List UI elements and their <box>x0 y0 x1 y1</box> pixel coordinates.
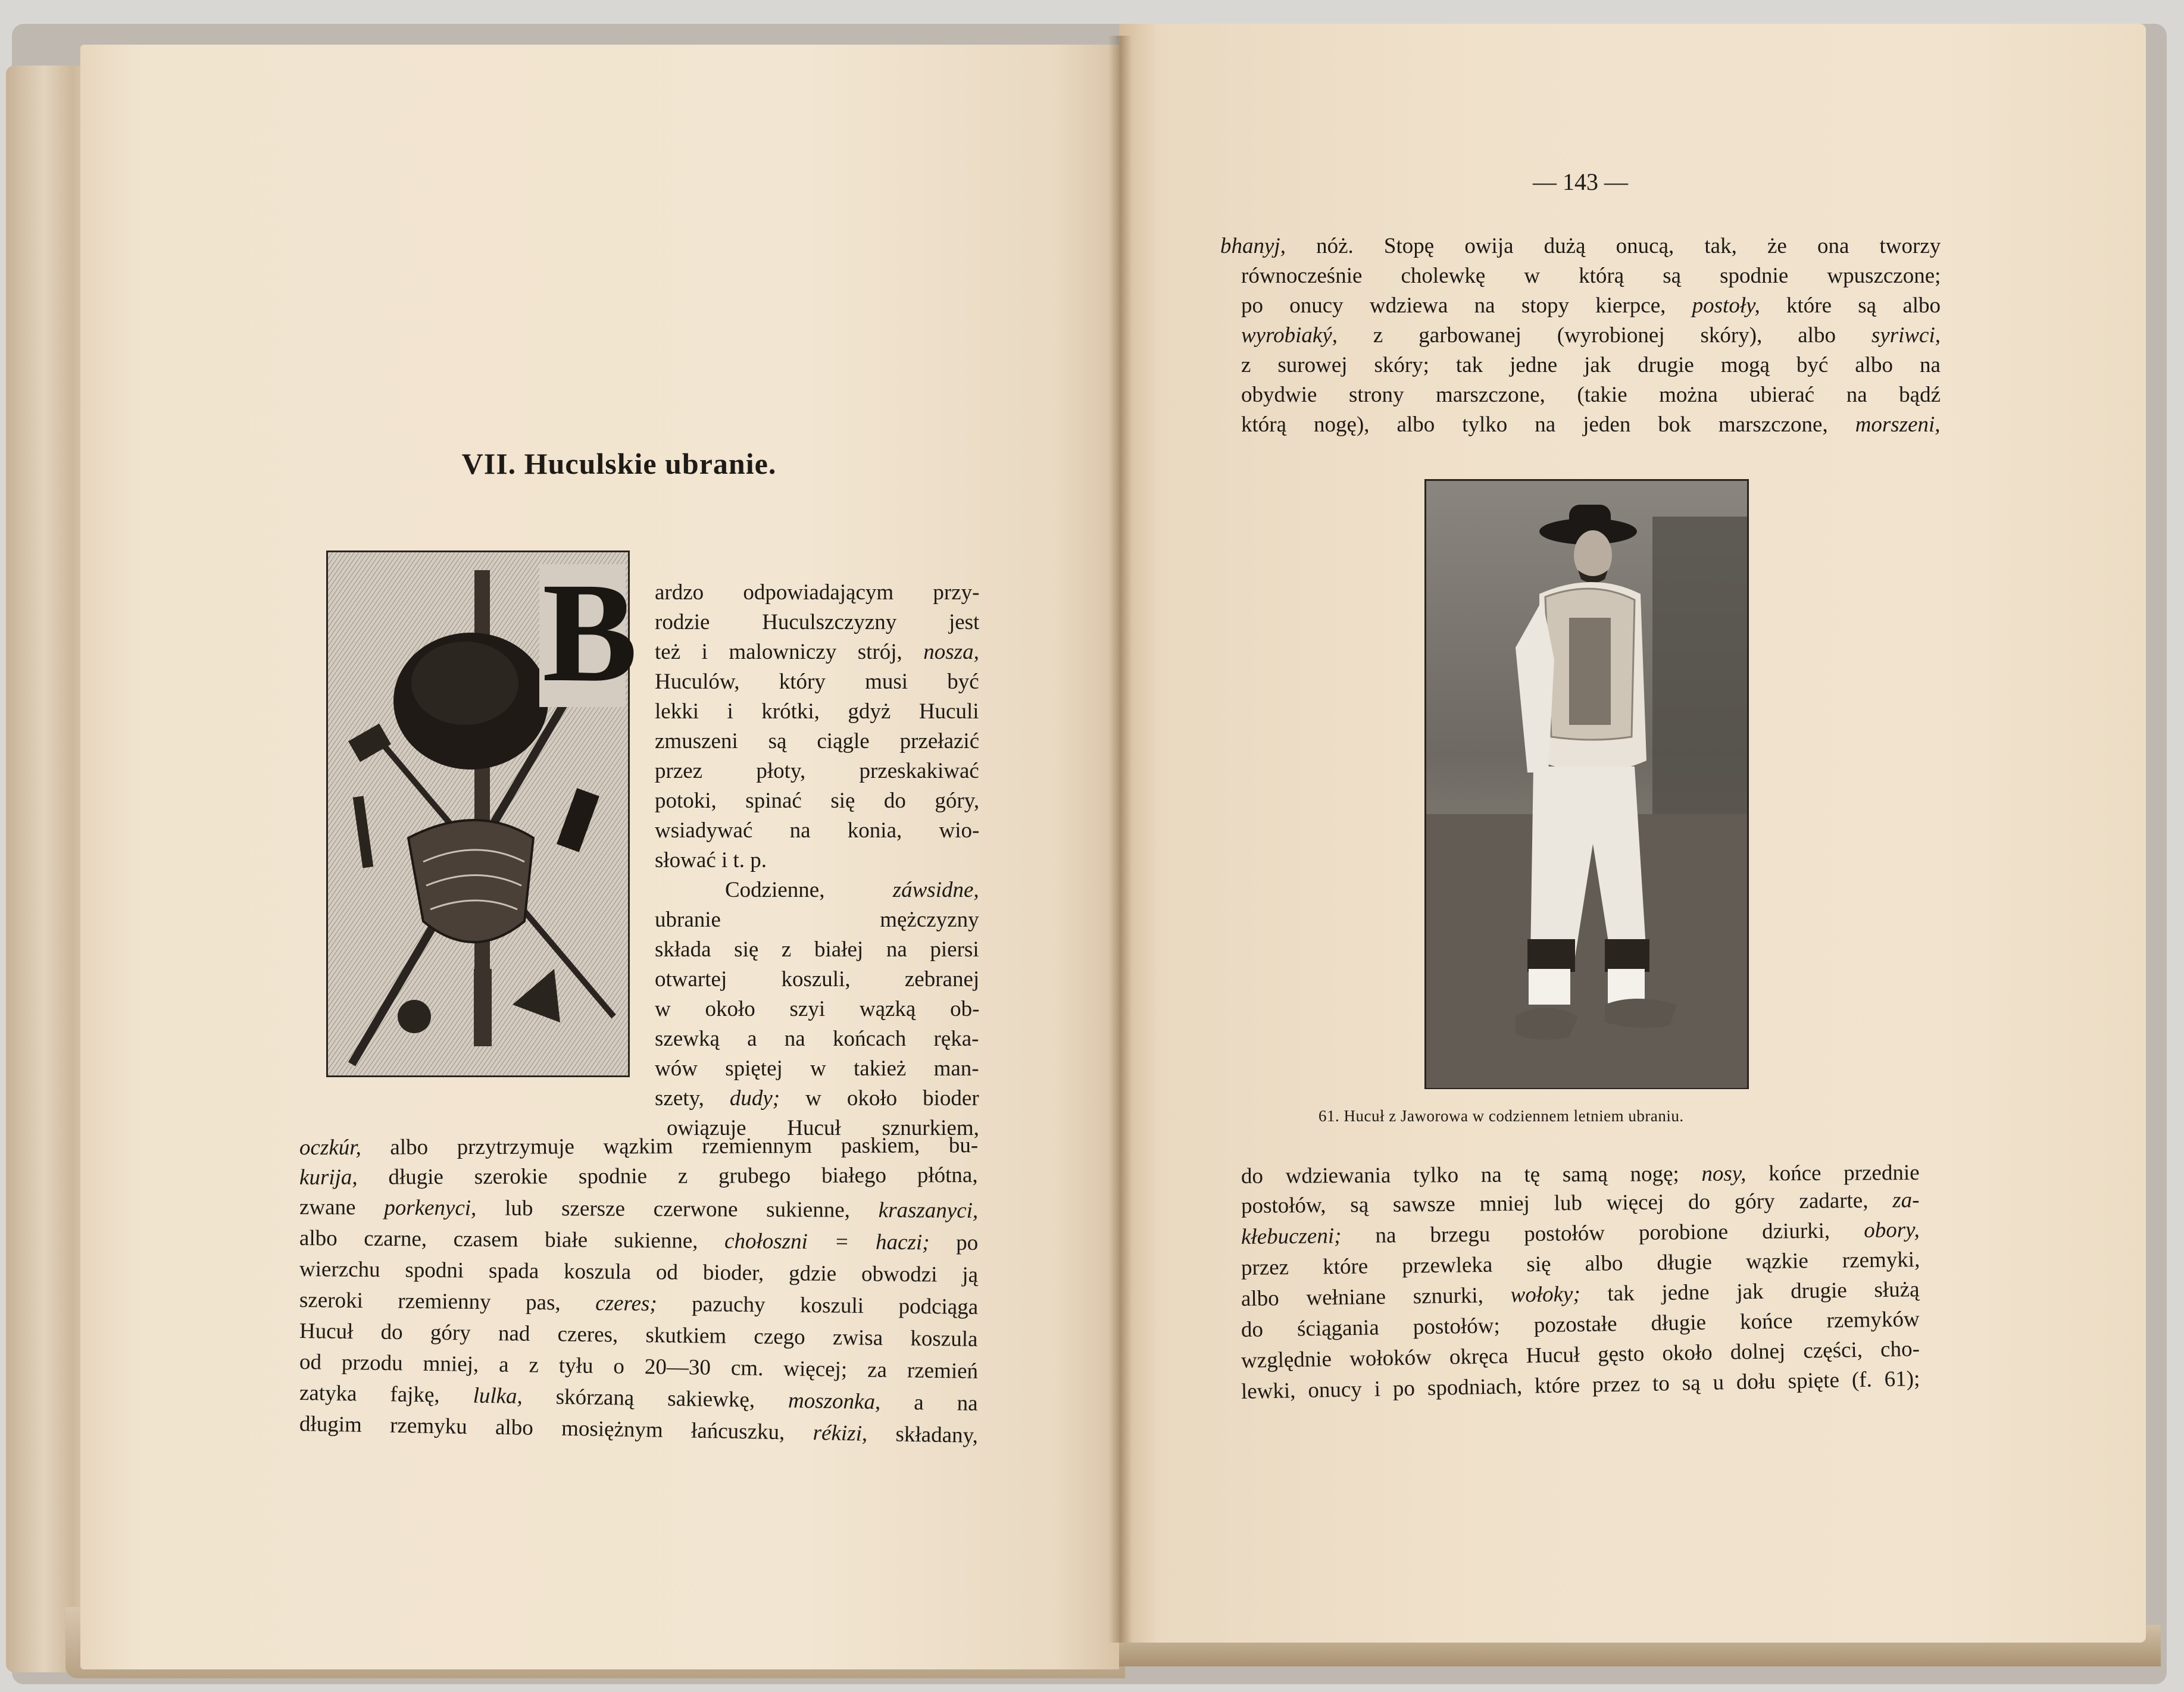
right-bottom-text-segment: względnie wołoków okręca Hucuł gęsto około dolnej części, cho- <box>1241 1337 1920 1373</box>
left-text-segment: ardzo odpowiadającym przy- <box>655 580 980 605</box>
left-text-segment: dudy; <box>729 1086 780 1111</box>
left-text-segment: wów spiętej w takież man- <box>655 1056 979 1081</box>
left-text-segment: kraszanyci, <box>878 1198 979 1223</box>
right-bottom-text-segment: tak jedne jak drugie służą <box>1580 1277 1920 1307</box>
left-text-segment: otwartej koszuli, zebranej <box>655 967 980 992</box>
right-bottom-text-segment: przez które przewleka się albo długie wązkie rzemyki, <box>1241 1247 1920 1280</box>
left-text-segment: w około szyi wązką ob- <box>655 997 980 1021</box>
left-text-line <box>655 790 979 812</box>
left-text-segment: skórzaną sakiewkę, <box>522 1384 789 1413</box>
photo-illustration <box>1426 481 1747 1087</box>
photo-hutsul-man <box>1424 479 1749 1089</box>
photo-caption: 61. Hucuł z Jaworowa w codziennem letniem ubraniu. <box>1318 1107 1684 1125</box>
left-text-segment: wsiadywać na konia, wio- <box>655 818 980 843</box>
left-text-line <box>655 849 767 871</box>
left-text-segment: nosza, <box>923 640 979 664</box>
chapter-title: VII. Huculskie ubranie. <box>461 447 777 480</box>
right-top-text-line <box>1241 354 1941 376</box>
left-text-segment: zmuszeni są ciągle przełazić <box>655 729 980 753</box>
left-text-segment: Huculów, który musi być <box>655 670 979 694</box>
left-text-segment: przez płoty, przeskakiwać <box>655 759 979 783</box>
right-bottom-text-segment: nosy, <box>1701 1161 1746 1186</box>
left-text-line <box>725 879 979 901</box>
right-top-text-segment: które są albo <box>1760 293 1941 318</box>
left-text-line <box>655 581 979 603</box>
right-bottom-text-segment: lewki, onucy i po spodniach, które przez to są u dołu spięte (f. 61); <box>1241 1366 1920 1404</box>
right-top-text-line <box>1241 414 1941 436</box>
right-top-text-segment: syriwci, <box>1871 323 1941 348</box>
left-text-segment: rodzie Huculszczyzny jest <box>655 610 980 634</box>
left-text-line <box>299 1196 978 1222</box>
right-top-text-line <box>1241 295 1941 317</box>
left-text-segment: albo przytrzymuje wązkim rzemiennym paskiem, <box>361 1133 949 1160</box>
left-text-segment: zwane <box>299 1195 385 1220</box>
left-text-line <box>655 700 979 723</box>
left-text-segment: rékizi, <box>813 1421 868 1446</box>
left-text-segment: długim rzemyku albo mosiężnym łańcuszku, <box>299 1412 814 1446</box>
right-bottom-text-line <box>1241 1162 1920 1187</box>
right-bottom-text-segment: albo wełniane sznurki, <box>1241 1283 1511 1311</box>
left-text-segment: porkenyci, <box>384 1195 477 1221</box>
right-top-text-segment: obydwie strony marszczone, (takie można ubierać na bądź <box>1241 383 1941 407</box>
left-text-segment: potoki, spinać się do góry, <box>655 789 980 813</box>
left-text-line <box>655 641 979 663</box>
left-text-segment: chołoszni = haczi; <box>724 1228 930 1255</box>
right-bottom-text-segment: wołoky; <box>1510 1282 1581 1308</box>
left-text-segment: lekki i krótki, gdyż Huculi <box>655 699 979 724</box>
right-top-text-segment: równocześnie cholewkę w którą są spodnie wpuszczone; <box>1241 264 1941 288</box>
left-text-segment: oczkúr, <box>299 1135 361 1160</box>
right-bottom-text-line <box>1241 1189 1920 1217</box>
right-bottom-text-segment: do wdziewania tylko na tę samą nogę; <box>1241 1161 1702 1189</box>
book-gutter <box>1108 36 1132 1643</box>
right-top-text-segment: wyrobiaký, <box>1241 323 1338 348</box>
right-top-text-segment: którą nogę), albo tylko na jeden bok marszczone, <box>1241 412 1855 437</box>
right-bottom-text-segment: postołów, są sawsze mniej lub więcej do góry zadarte, <box>1241 1188 1893 1218</box>
left-text-line <box>655 730 979 752</box>
left-text-line <box>299 1258 978 1286</box>
right-top-text-segment: z surowej skóry; tak jedne jak drugie mogą być albo na <box>1241 353 1941 377</box>
left-text-segment: záwsidne, <box>892 878 979 902</box>
left-text-segment: lulka, <box>473 1383 523 1409</box>
left-text-line <box>655 1058 979 1080</box>
left-text-segment: od przodu mniej, a z tyłu o 20—30 cm. więcej; za rzemień <box>299 1350 979 1384</box>
right-top-text-segment: z garbowanej (wyrobionej skóry), albo <box>1338 323 1871 348</box>
left-text-segment: szewką a na końcach ręka- <box>655 1027 979 1051</box>
left-text-segment: bu- <box>948 1133 979 1158</box>
left-text-line <box>655 1028 979 1050</box>
left-text-segment: a na <box>880 1390 978 1416</box>
ornament-letter: B <box>542 553 638 711</box>
left-text-segment: lub szersze czerwone sukienne, <box>476 1196 879 1223</box>
left-text-segment: po <box>929 1230 979 1255</box>
right-top-text-line <box>1241 324 1941 346</box>
left-text-segment: szety, <box>655 1086 730 1111</box>
left-text-line <box>655 939 979 961</box>
right-top-text-segment: postoły, <box>1692 293 1760 318</box>
left-text-segment: owiązuje Hucuł sznurkiem, <box>667 1116 979 1140</box>
right-bottom-text-segment: do ściągania postołów; pozostałe długie końce rzemyków <box>1241 1307 1920 1342</box>
left-text-segment: albo czarne, czasem białe sukienne, <box>299 1226 725 1253</box>
left-text-segment: słować i t. p. <box>655 848 767 872</box>
left-text-segment: składany, <box>867 1421 979 1448</box>
left-text-segment: długie szerokie spodnie z grubego białego płótna, <box>357 1163 978 1190</box>
left-text-line <box>299 1134 978 1159</box>
left-text-segment: też i malowniczy strój, <box>655 640 924 664</box>
left-text-segment: pazuchy koszuli podciąga <box>657 1291 979 1319</box>
left-text-line <box>655 820 979 842</box>
left-text-segment: moszonka, <box>788 1388 881 1415</box>
right-top-text-segment: nóż. Stopę owija dużą onucą, tak, że ona tworzy <box>1285 234 1941 258</box>
left-text-segment: Codzienne, <box>725 878 893 902</box>
left-text-segment: szeroki rzemienny pas, <box>299 1288 596 1316</box>
hutsul-items-engraving <box>328 552 638 1075</box>
left-text-segment: zatyka fajkę, <box>299 1381 473 1408</box>
left-text-line <box>655 998 979 1020</box>
left-text-line <box>299 1164 978 1189</box>
left-text-segment: składa się z białej na piersi <box>655 937 979 962</box>
right-bottom-text-segment: końce przednie <box>1746 1161 1920 1186</box>
left-text-segment: Hucuł do góry nad czeres, skutkiem czego zwisa koszula <box>299 1319 978 1352</box>
left-text-segment: czeres; <box>595 1291 657 1316</box>
right-top-text-segment: po onucy wdziewa na stopy kierpce, <box>1241 293 1692 318</box>
page-number: — 143 — <box>1533 168 1628 195</box>
right-bottom-text-segment: za- <box>1892 1188 1920 1213</box>
right-top-text-line <box>1220 235 1941 257</box>
left-text-segment: ubranie mężczyzny <box>655 908 979 932</box>
right-top-text-segment: morszeni, <box>1855 412 1941 437</box>
left-text-segment: wierzchu spodni spada koszula od bioder, gdzie obwodzi ją <box>299 1257 979 1287</box>
initial-letter-illustration <box>326 551 638 1077</box>
left-text-line <box>655 671 979 693</box>
left-text-line <box>655 760 979 782</box>
right-bottom-text-segment: kłebuczeni; <box>1241 1224 1342 1249</box>
right-bottom-text-segment: obory, <box>1864 1218 1920 1243</box>
right-bottom-text-segment: na brzegu postołów porobione dziurki, <box>1341 1218 1864 1249</box>
right-top-text-line <box>1241 384 1941 406</box>
left-text-line <box>655 968 979 990</box>
right-top-text-line <box>1241 265 1941 287</box>
left-text-line <box>299 1227 978 1254</box>
left-text-line <box>655 1087 979 1109</box>
left-text-segment: w około bioder <box>780 1086 979 1111</box>
right-top-text-segment: bhanyj, <box>1220 234 1286 258</box>
left-text-segment: kurija, <box>299 1165 358 1190</box>
left-text-line <box>655 909 979 931</box>
left-text-line <box>655 611 979 633</box>
